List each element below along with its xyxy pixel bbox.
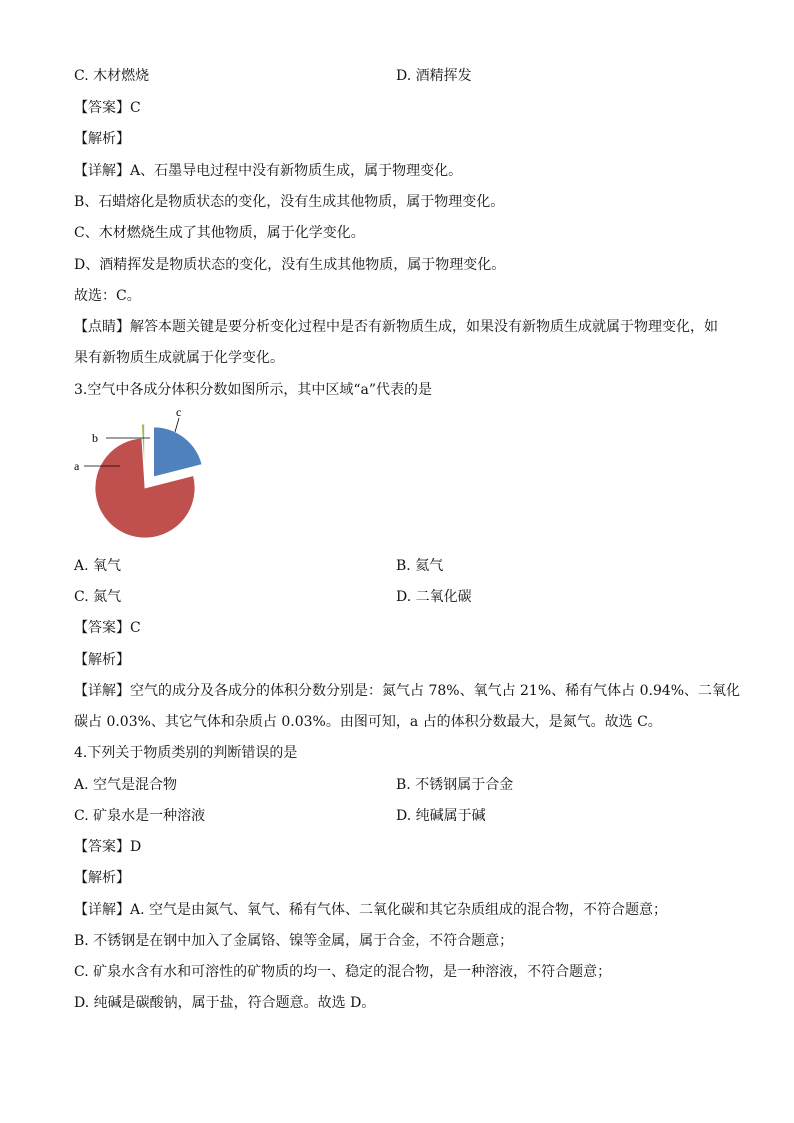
q4-analysis-heading: 【解析】 <box>74 870 130 886</box>
q2-analysis-heading: 【解析】 <box>74 131 130 147</box>
q2-detail-line: 【详解】A、石墨导电过程中没有新物质生成，属于物理变化。 <box>74 163 463 179</box>
q3-option-b: B. 氦气 <box>396 558 444 574</box>
q3-stem: 3.空气中各成分体积分数如图所示，其中区域“a”代表的是 <box>74 382 433 398</box>
q3-option-a: A. 氧气 <box>74 558 122 574</box>
q4-detail-line: 【详解】A. 空气是由氮气、氧气、稀有气体、二氧化碳和其它杂质组成的混合物，不符合题意； <box>74 902 668 918</box>
q4-option-a: A. 空气是混合物 <box>74 777 178 793</box>
q4-option-d: D. 纯碱属于碱 <box>396 808 486 824</box>
q2-detail-line: C、木材燃烧生成了其他物质，属于化学变化。 <box>74 225 365 241</box>
q4-stem: 4.下列关于物质类别的判断错误的是 <box>74 745 298 761</box>
q4-detail-line: C. 矿泉水含有水和可溶性的矿物质的均一、稳定的混合物，是一种溶液，不符合题意； <box>74 964 612 980</box>
q4-option-c: C. 矿泉水是一种溶液 <box>74 808 206 824</box>
q2-option-d: D. 酒精挥发 <box>396 68 472 84</box>
q4-detail-line: B. 不锈钢是在钢中加入了金属铬、镍等金属，属于合金，不符合题意； <box>74 933 514 949</box>
q3-detail-line: 碳占 0.03%、其它气体和杂质占 0.03%。由图可知，a 占的体积分数最大，是氮气。故选 C。 <box>74 714 662 730</box>
q3-option-c: C. 氮气 <box>74 589 122 605</box>
label-c-leader <box>175 418 179 432</box>
q2-detail-line: B、石蜡熔化是物质状态的变化，没有生成其他物质，属于物理变化。 <box>74 194 505 210</box>
pie-svg <box>70 400 220 550</box>
q2-detail-line: D、酒精挥发是物质状态的变化，没有生成其他物质，属于物理变化。 <box>74 257 506 273</box>
q2-comment-line: 果有新物质生成就属于化学变化。 <box>74 350 284 366</box>
q4-detail-line: D. 纯碱是碳酸钠，属于盐，符合题意。故选 D。 <box>74 995 376 1011</box>
q2-option-c: C. 木材燃烧 <box>74 68 150 84</box>
q3-answer: 【答案】C <box>74 620 141 636</box>
q3-detail-line: 【详解】空气的成分及各成分的体积分数分别是：氮气占 78%、氧气占 21%、稀有气体占 0.94%、二氧化 <box>74 683 741 699</box>
pie-label-a: a <box>74 459 80 473</box>
q2-answer: 【答案】C <box>74 100 141 116</box>
q4-option-b: B. 不锈钢属于合金 <box>396 777 514 793</box>
q3-analysis-heading: 【解析】 <box>74 652 130 668</box>
pie-label-c: c <box>176 405 182 419</box>
q2-comment-line: 【点睛】解答本题关键是要分析变化过程中是否有新物质生成，如果没有新物质生成就属于物理变化，如 <box>74 319 718 335</box>
q2-detail-line: 故选：C。 <box>74 288 141 304</box>
pie-slice-c <box>154 427 202 477</box>
q4-answer: 【答案】D <box>74 839 142 855</box>
air-composition-pie-chart <box>70 400 220 550</box>
pie-label-b: b <box>92 431 98 445</box>
q3-option-d: D. 二氧化碳 <box>396 589 472 605</box>
